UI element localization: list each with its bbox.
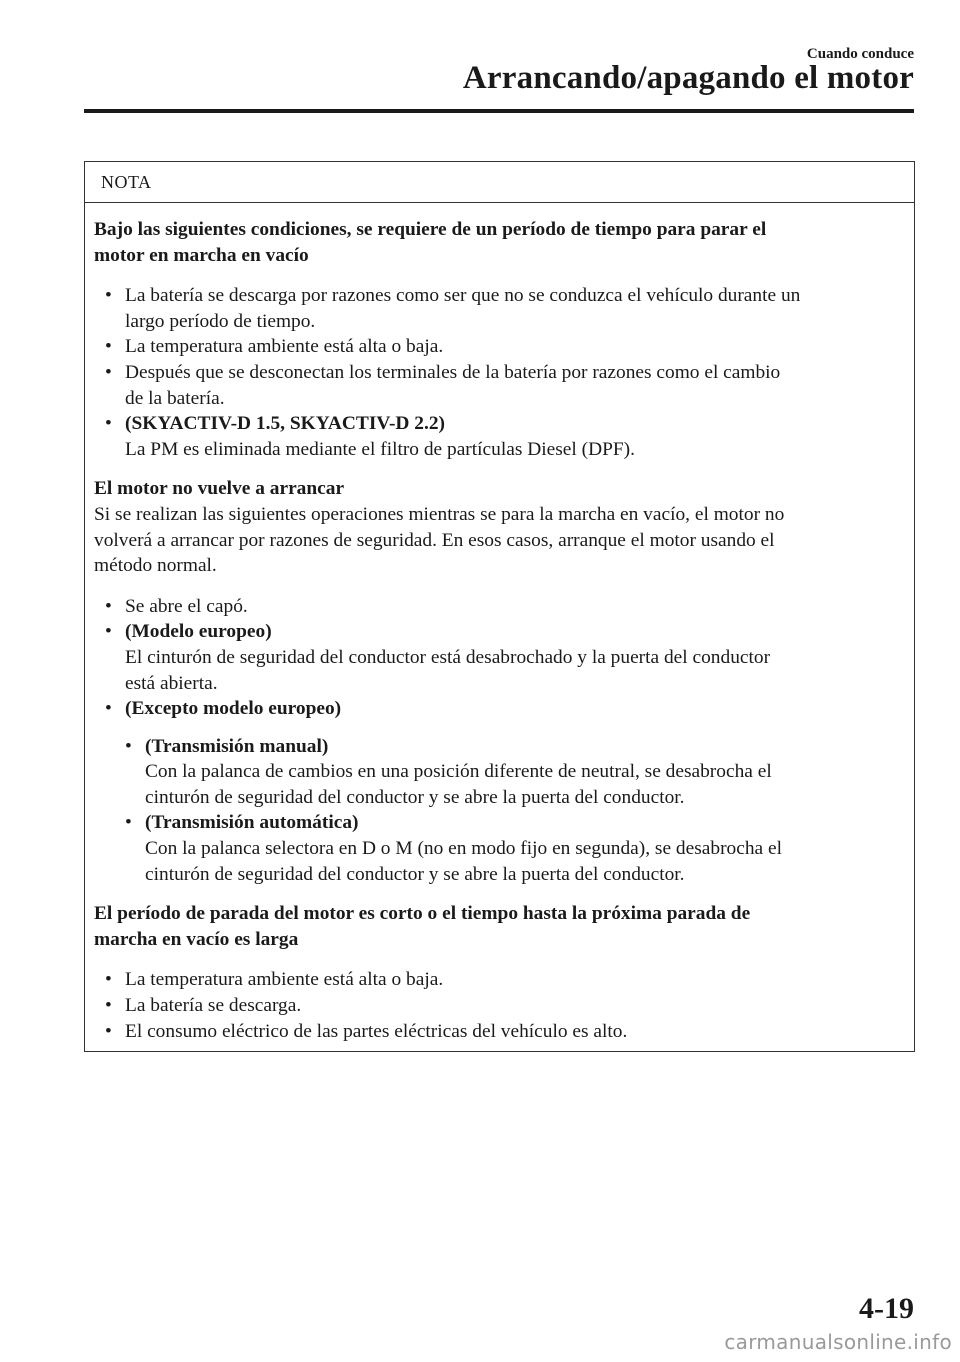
section-header: Cuando conduce (806, 46, 914, 62)
note-body (85, 203, 914, 1044)
item-label: (Transmisión manual) (145, 735, 329, 757)
list-item: • La batería se descarga. (94, 993, 904, 1019)
bullet-icon: • (105, 361, 112, 383)
bullet-icon: • (105, 995, 112, 1017)
bullet-icon: • (105, 1020, 112, 1042)
note-label: NOTA (85, 162, 914, 203)
bullet-icon: • (105, 595, 112, 617)
list-item: • Después que se desconectan los terminales de la batería por razones como el cambio de la batería. (105, 361, 781, 409)
item-label: (SKYACTIV-D 1.5, SKYACTIV-D 2.2) (125, 413, 445, 435)
item-label: (Modelo europeo) (125, 621, 272, 643)
section-3-list (94, 967, 904, 1044)
list-item: • La temperatura ambiente está alta o baja. (94, 967, 904, 993)
bullet-icon: • (105, 969, 112, 991)
bullet-icon: • (105, 621, 112, 643)
bullet-icon: • (105, 413, 112, 435)
section-1-title-line-2: motor en marcha en vacío (94, 244, 309, 266)
section-1-list (94, 283, 904, 462)
section-2-sublist (94, 734, 904, 888)
section-2-list (94, 594, 904, 722)
item-label: (Transmisión automática) (145, 812, 359, 834)
note-box (84, 161, 915, 1052)
section-1-title-line-1: Bajo las siguientes condiciones, se requiere de un período de tiempo para parar el (94, 219, 767, 240)
section-3-title (94, 901, 904, 952)
section-3-title-line-2: marcha en vacío es larga (94, 928, 299, 950)
section-2-title: El motor no vuelve a arrancar (94, 478, 345, 500)
list-item: • (Transmisión automática) Con la palanca selectora en D o M (no en modo fijo en segunda), se desabrocha el cinturón de seguridad del conductor y se abre la puerta del conductor. (125, 812, 782, 885)
section-2-text: Si se realizan las siguientes operaciones mientras se para la marcha en vacío, el motor no volverá a arrancar por razones de seguridad. En esos casos, arranque el motor usando el método normal. (94, 503, 785, 577)
section-3-title-line-1: El período de parada del motor es corto o el tiempo hasta la próxima parada de (94, 903, 751, 925)
item-label: (Excepto modelo europeo) (125, 698, 342, 720)
list-item (94, 696, 904, 722)
section-1-title (94, 217, 904, 268)
bullet-icon: • (105, 336, 112, 358)
list-item: • (SKYACTIV-D 1.5, SKYACTIV-D 2.2) La PM es eliminada mediante el filtro de partículas Diesel (DPF). (105, 413, 635, 460)
watermark-link[interactable]: carmanualsonline.info (724, 1330, 952, 1354)
list-item: • La temperatura ambiente está alta o baja. (94, 334, 904, 360)
list-item: • La batería se descarga por razones como ser que no se conduzca el vehículo durante un largo período de tiempo. (105, 285, 801, 332)
bullet-icon: • (125, 735, 132, 757)
list-item: • El consumo eléctrico de las partes eléctricas del vehículo es alto. (94, 1019, 904, 1045)
list-item: • (Transmisión manual) Con la palanca de cambios en una posición diferente de neutral, se desabrocha el cinturón de seguridad del conductor y se abre la puerta del conductor. (125, 735, 772, 808)
bullet-icon: • (105, 698, 112, 720)
list-item: • Se abre el capó. (94, 594, 904, 620)
page-number: 4-19 (859, 1292, 914, 1325)
bullet-icon: • (125, 812, 132, 834)
page-title: Arrancando/apagando el motor (462, 60, 914, 96)
bullet-icon: • (105, 285, 112, 307)
header-rule (84, 109, 914, 113)
list-item: • (Modelo europeo) El cinturón de seguridad del conductor está desabrochado y la puerta del conductor está abierta. (105, 621, 771, 694)
